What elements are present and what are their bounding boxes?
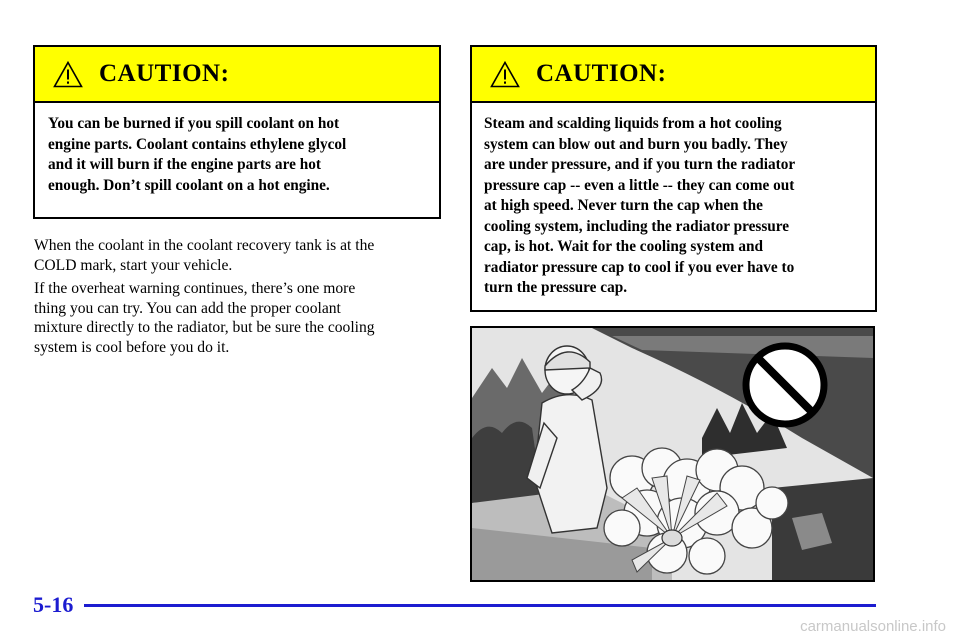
caution-line: radiator pressure cap to cool if you ever have to: [484, 258, 795, 276]
footer-divider: [84, 604, 876, 607]
caution-line: engine parts. Coolant contains ethylene glycol: [48, 135, 347, 153]
warning-triangle-icon: [53, 61, 83, 88]
caution-header: [472, 47, 875, 103]
caution-header: [35, 47, 439, 103]
paragraph-line: When the coolant in the coolant recovery tank is at the: [34, 237, 375, 254]
caution-line: are under pressure, and if you turn the radiator: [484, 156, 796, 173]
caution-line: cooling system, including the radiator pressure: [484, 217, 790, 235]
prohibition-icon: [746, 346, 824, 424]
caution-title: CAUTION:: [536, 60, 667, 87]
paragraph-line: COLD mark, start your vehicle.: [34, 256, 233, 274]
caution-line: and it will burn if the engine parts are hot: [48, 156, 321, 173]
caution-line: enough. Don’t spill coolant on a hot engine.: [48, 176, 330, 194]
paragraph-overheat-warning: [34, 279, 444, 357]
caution-text: [472, 103, 875, 299]
page-number: 5-16: [33, 592, 74, 617]
paragraph-line: If the overheat warning continues, there’s one more: [34, 280, 356, 297]
caution-line: pressure cap -- even a little -- they can come out: [484, 176, 795, 194]
steam-burn-illustration: [470, 326, 875, 582]
paragraph-coolant-cold-mark: [34, 236, 444, 275]
caution-line: system can blow out and burn you badly. They: [484, 135, 788, 153]
watermark: carmanualsonline.info: [800, 618, 946, 635]
paragraph-line: system is cool before you do it.: [34, 338, 230, 356]
caution-line: turn the pressure cap.: [484, 279, 628, 296]
paragraph-line: thing you can try. You can add the proper coolant: [34, 299, 341, 317]
caution-text: [35, 103, 439, 196]
caution-title: CAUTION:: [99, 60, 230, 87]
caution-line: at high speed. Never turn the cap when the: [484, 197, 763, 214]
caution-line: You can be burned if you spill coolant on hot: [48, 115, 340, 132]
warning-triangle-icon: [490, 61, 520, 88]
caution-line: cap, is hot. Wait for the cooling system and: [484, 238, 764, 255]
caution-box-steam-scalding: [470, 45, 877, 312]
caution-box-coolant-burn: [33, 45, 441, 219]
caution-line: Steam and scalding liquids from a hot cooling: [484, 115, 782, 132]
illustration-drawing: [472, 328, 873, 580]
paragraph-line: mixture directly to the radiator, but be sure the cooling: [34, 319, 375, 336]
